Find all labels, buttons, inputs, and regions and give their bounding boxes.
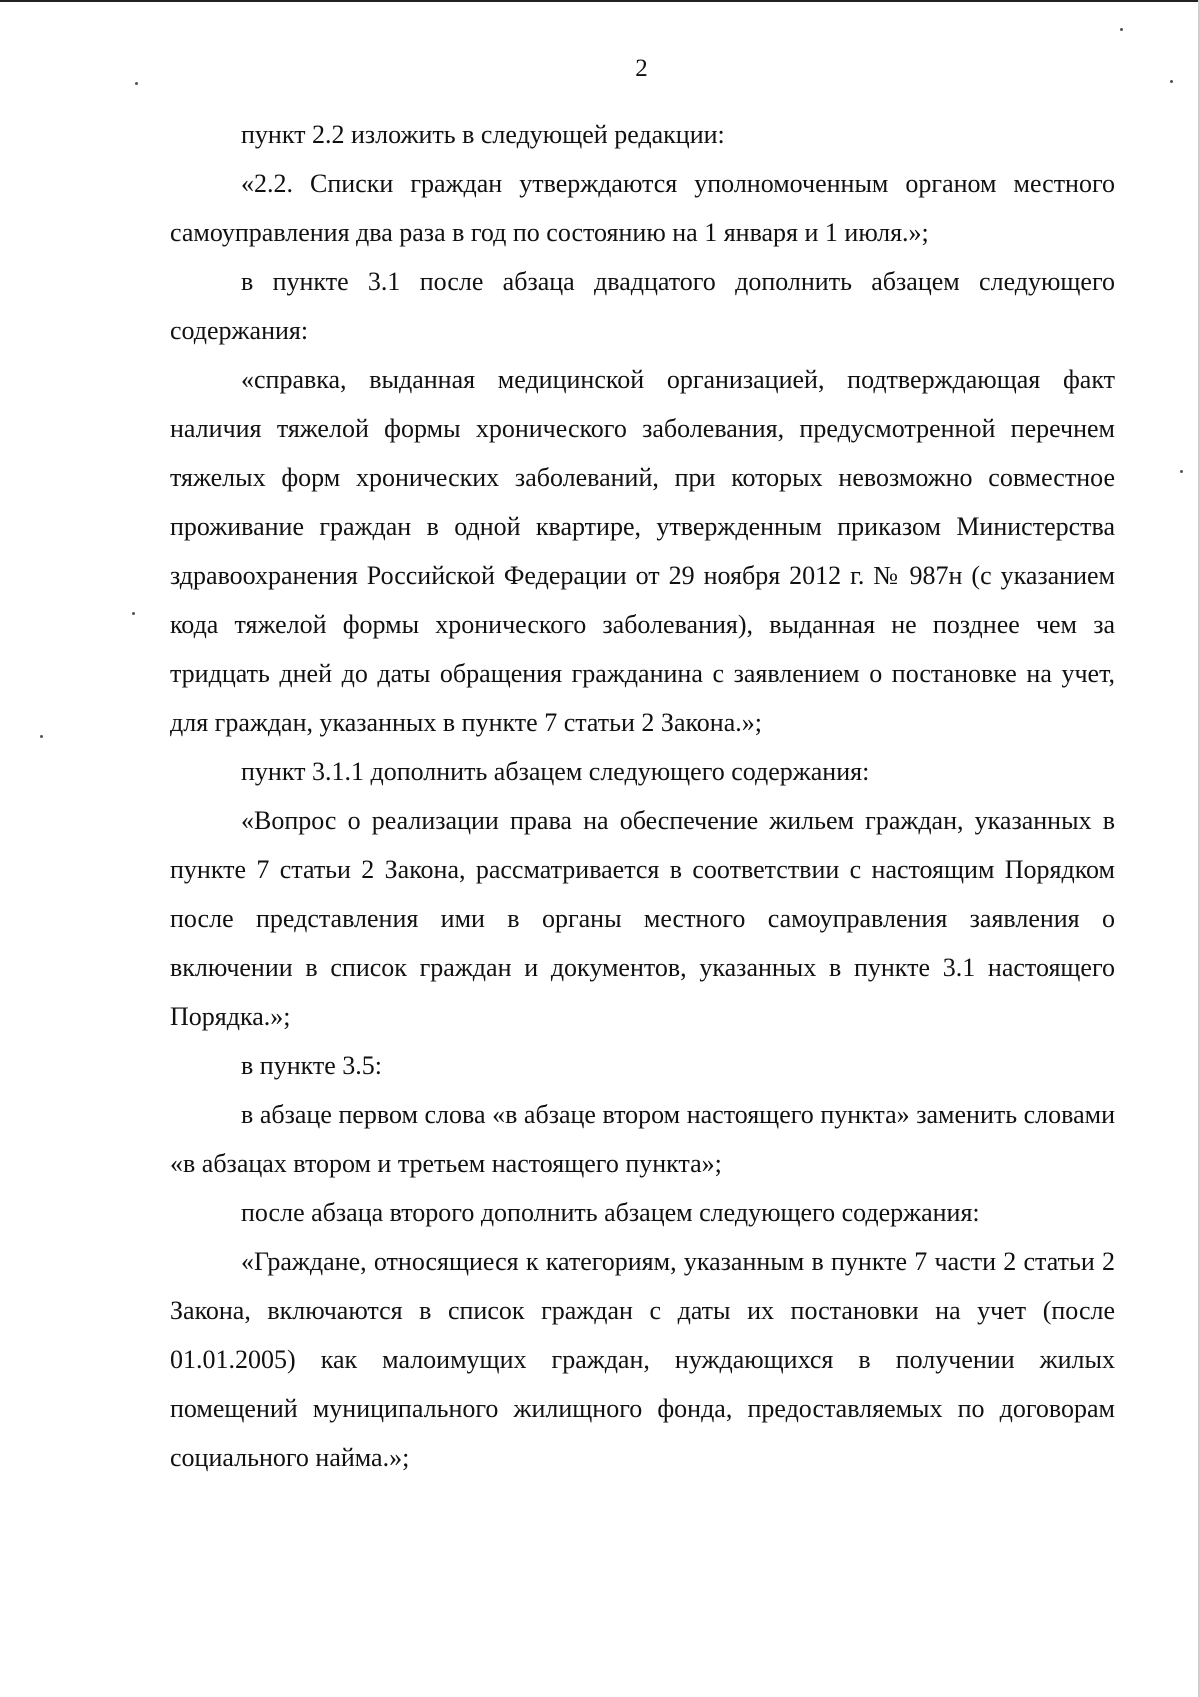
- scan-speck: [1170, 80, 1173, 83]
- page-number: 2: [635, 55, 648, 82]
- scan-speck: [1180, 470, 1183, 473]
- scan-edge-top: [0, 0, 1200, 2]
- scan-speck: [1120, 28, 1123, 31]
- paragraph: в абзаце первом слова «в абзаце втором настоящего пункта» заменить словами «в абзацах втором и третьем настоящего пункта»;: [170, 1100, 1115, 1178]
- paragraph: в пункте 3.5:: [241, 1051, 383, 1080]
- paragraph: после абзаца второго дополнить абзацем следующего содержания:: [241, 1198, 980, 1227]
- paragraph: пункт 3.1.1 дополнить абзацем следующего содержания:: [241, 757, 870, 786]
- paragraph: «2.2. Списки граждан утверждаются уполномоченным органом местного самоуправления два раза в год по состоянию на 1 января и 1 июля.»;: [170, 169, 1115, 247]
- document-body: [170, 110, 1115, 1482]
- paragraph: «Вопрос о реализации права на обеспечение жильем граждан, указанных в пункте 7 статьи 2 Закона, рассматривается в соответствии с настоящим Порядком после представления ими в органы местного самоуправления заявления о включении в список граждан и документов, указанных в пункте 3.1 настоящего Порядка.»;: [170, 806, 1115, 1031]
- scan-speck: [40, 735, 43, 738]
- paragraph: пункт 2.2 изложить в следующей редакции:: [241, 120, 725, 149]
- scan-speck: [132, 612, 135, 615]
- paragraph: в пункте 3.1 после абзаца двадцатого дополнить абзацем следующего содержания:: [170, 267, 1115, 345]
- paragraph: «Граждане, относящиеся к категориям, указанным в пункте 7 части 2 статьи 2 Закона, включаются в список граждан с даты их постановки на учет (после 01.01.2005) как малоимущих граждан, нуждающихся в получении жилых помещений муниципального жилищного фонда, предоставляемых по договорам социального найма.»;: [170, 1247, 1115, 1472]
- scan-speck: [135, 82, 138, 85]
- paragraph: «справка, выданная медицинской организацией, подтверждающая факт наличия тяжелой формы хронического заболевания, предусмотренной перечнем тяжелых форм хронических заболеваний, при которых невозможно совместное проживание граждан в одной квартире, утвержденным приказом Министерства здравоохранения Российской Федерации от 29 ноября 2012 г. № 987н (с указанием кода тяжелой формы хронического заболевания), выданная не позднее чем за тридцать дней до даты обращения гражданина с заявлением о постановке на учет, для граждан, указанных в пункте 7 статьи 2 Закона.»;: [170, 365, 1115, 737]
